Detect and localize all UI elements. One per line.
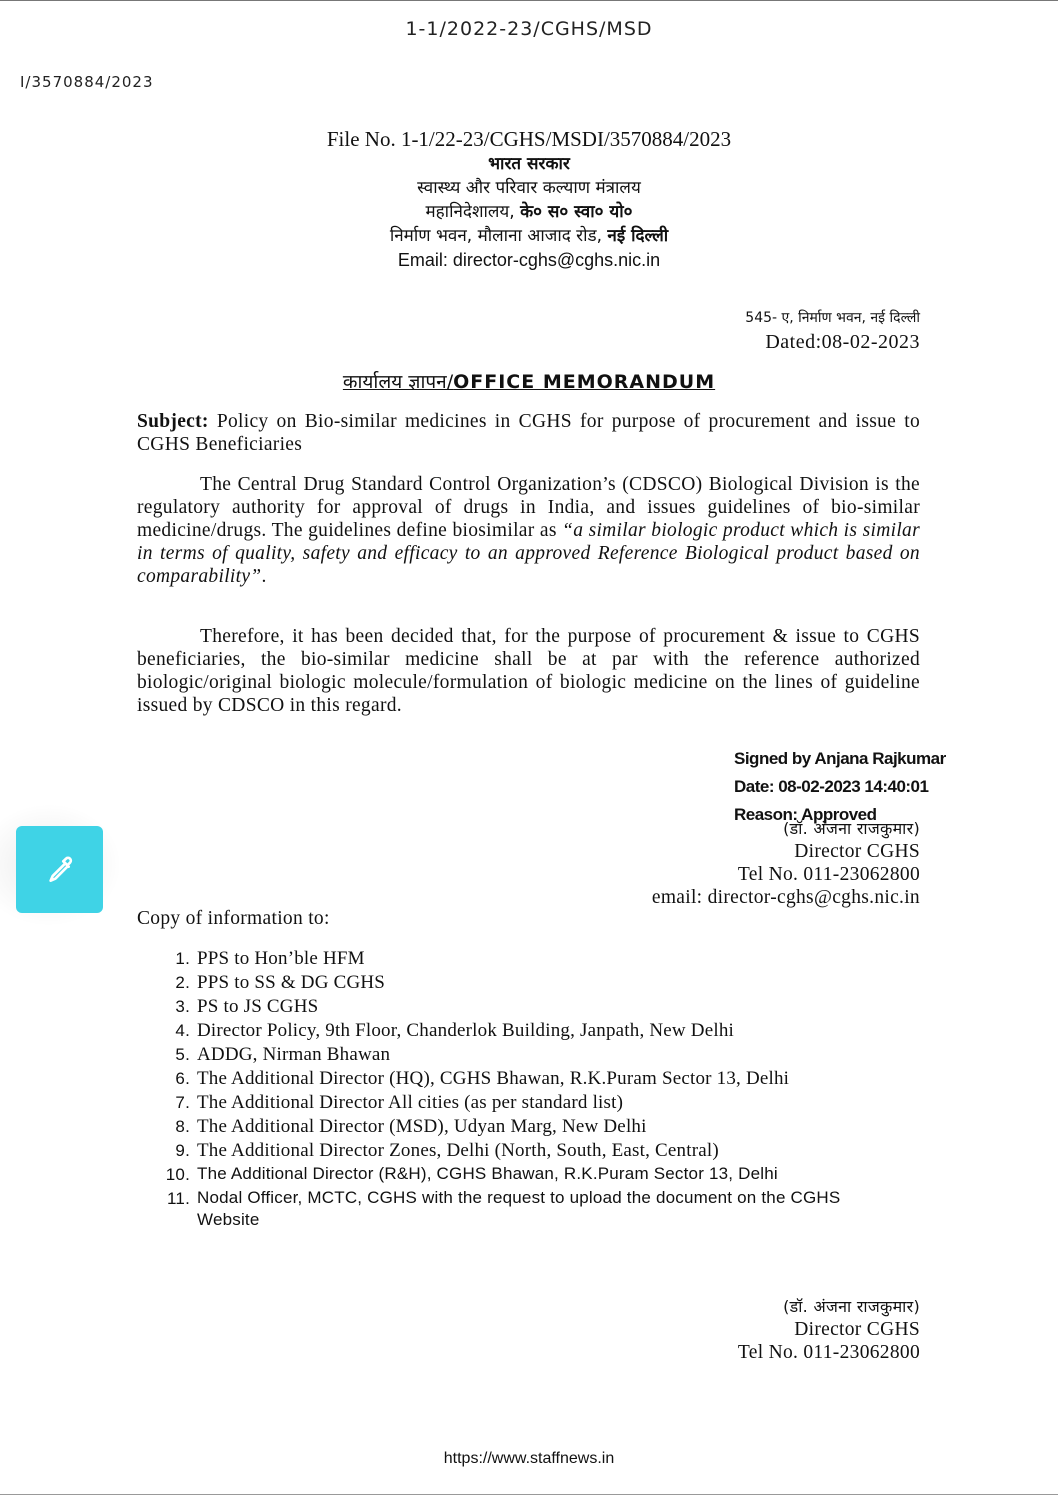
letterhead <box>0 126 1058 273</box>
address-street: निर्माण भवन, मौलाना आजाद रोड, <box>389 226 608 246</box>
subject-text: Policy on Bio-similar medicines in CGHS for purpose of procurement and issue to CGHS Beneficiaries <box>137 411 920 455</box>
address-city: नई दिल्ली <box>607 226 669 246</box>
list-item: 11. Nodal Officer, MCTC, CGHS with the request to upload the document on the CGHS Website <box>167 1188 841 1229</box>
signatory-designation-2: Director CGHS <box>794 1319 920 1340</box>
signatory-designation: Director CGHS <box>794 841 920 862</box>
footer-url: https://www.staffnews.in <box>443 1450 615 1467</box>
side-file-code: I/3570884/2023 <box>20 73 154 91</box>
paragraph-2: Therefore, it has been decided that, for the purpose of procurement & issue to CGHS beneficiaries, the bio-similar medicine shall be at par with the reference authorized biologic/original biologic molecule/formulation of biologic medicine on the lines of guideline issued by CDSCO in this regard. <box>137 626 920 716</box>
dated-block <box>745 307 920 355</box>
list-item: 8. The Additional Director (MSD), Udyan Marg, New Delhi <box>175 1116 647 1137</box>
address-line <box>0 224 1058 248</box>
eyedropper-icon <box>44 854 76 886</box>
paragraph-1 <box>137 473 920 588</box>
bottom-border <box>0 1494 1058 1495</box>
memo-title-hindi: कार्यालय ज्ञापन/ <box>342 371 454 393</box>
list-item: 1. PPS to Hon’ble HFM <box>175 948 365 969</box>
copy-to-label: Copy of information to: <box>137 908 330 929</box>
copy-list <box>150 947 897 1231</box>
list-item: 6. The Additional Director (HQ), CGHS Bhawan, R.K.Puram Sector 13, Delhi <box>175 1068 790 1089</box>
header-file-code: 1-1/2022-23/CGHS/MSD <box>405 18 653 40</box>
signatory-email: email: director-cghs@cghs.nic.in <box>651 887 920 908</box>
list-item: 5. ADDG, Nirman Bhawan <box>175 1044 391 1065</box>
signatory-name: (डॉ. अंजना राजकुमार) <box>783 819 920 838</box>
biosimilar-definition: “a similar biologic product which is similar in terms of quality, safety and efficacy to an approved Reference Biological product based on comparability” <box>137 520 920 587</box>
memo-date: Dated:08-02-2023 <box>765 331 920 353</box>
govt-of-india: भारत सरकार <box>488 154 570 174</box>
signature-block <box>652 817 920 909</box>
directorate-line <box>0 200 1058 224</box>
top-border <box>0 0 1058 1</box>
signatory-tel: Tel No. 011-23062800 <box>737 864 920 885</box>
list-item: 2. PPS to SS & DG CGHS <box>175 972 386 993</box>
signature-date: Date: 08-02-2023 14:40:01 <box>734 777 929 796</box>
subject <box>137 410 920 456</box>
signatory-tel-2: Tel No. 011-23062800 <box>737 1342 920 1363</box>
paragraph-1-text: The Central Drug Standard Control Organization’s (CDSCO) Biological Division is the regulatory authority for approval of drugs in India, and issues guidelines of bio-similar medicine/drugs. The guidelines define biosimilar as <box>137 474 920 541</box>
list-item: 10. The Additional Director (R&H), CGHS Bhawan, R.K.Puram Sector 13, Delhi <box>165 1164 778 1184</box>
list-item: 7. The Additional Director All cities (as per standard list) <box>175 1092 624 1113</box>
list-item: 4. Director Policy, 9th Floor, Chanderlok Building, Janpath, New Delhi <box>175 1020 734 1041</box>
signatory-name-2: (डॉ. अंजना राजकुमार) <box>783 1297 920 1316</box>
list-item: 9. The Additional Director Zones, Delhi (North, South, East, Central) <box>175 1140 719 1161</box>
subject-label: Subject: <box>137 411 209 432</box>
list-item: 3. PS to JS CGHS <box>175 996 319 1017</box>
signed-by: Signed by Anjana Rajkumar <box>734 749 946 768</box>
cghs-hindi: के० स० स्वा० यो० <box>520 202 633 222</box>
directorate-label: महानिदेशालय, <box>425 202 521 222</box>
eyedropper-tool-button[interactable] <box>16 826 103 913</box>
signature-block-2 <box>738 1295 920 1364</box>
letterhead-email: Email: director-cghs@cghs.nic.in <box>397 250 661 270</box>
office-address: 545- ए, निर्माण भवन, नई दिल्ली <box>745 310 920 326</box>
memo-title-english: OFFICE MEMORANDUM <box>453 371 716 393</box>
signature-reason: Reason: Approved <box>734 805 877 824</box>
paragraph-1-end: . <box>261 566 267 587</box>
memo-title <box>0 368 1058 394</box>
ministry-name: स्वास्थ्य और परिवार कल्याण मंत्रालय <box>417 178 641 198</box>
file-number: File No. 1-1/22-23/CGHS/MSDI/3570884/2023 <box>326 127 732 151</box>
